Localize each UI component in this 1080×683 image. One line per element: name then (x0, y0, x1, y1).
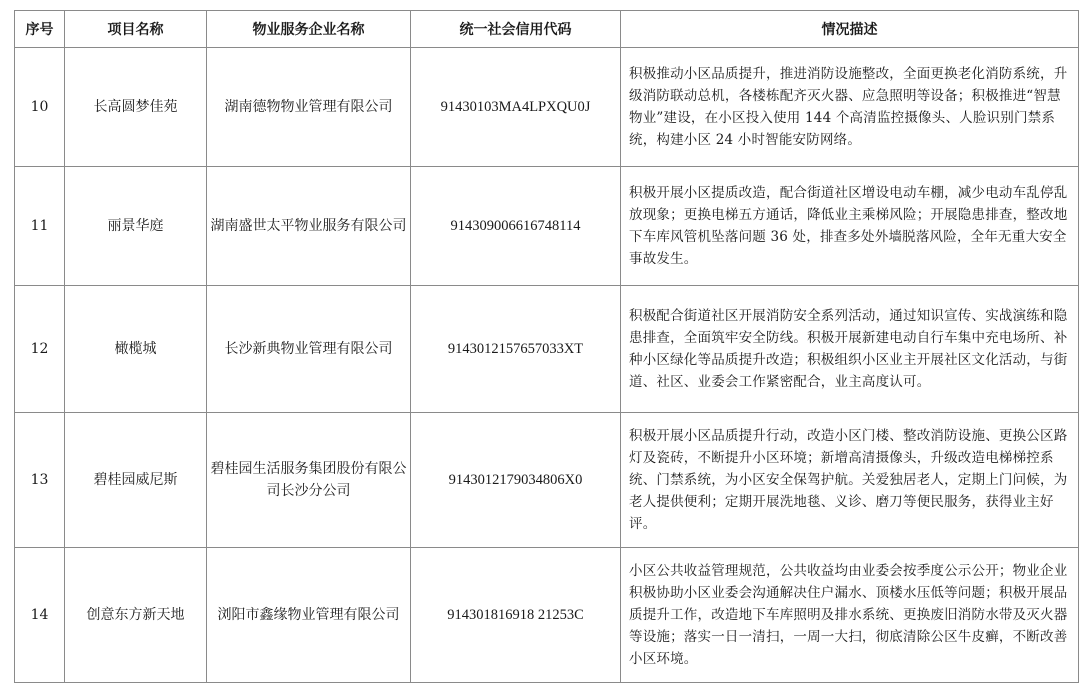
header-project: 项目名称 (65, 11, 207, 48)
header-credit-code: 统一社会信用代码 (411, 11, 621, 48)
table-row (15, 413, 1079, 548)
row-company: 湖南德物物业管理有限公司 (207, 48, 411, 167)
row-index: 14 (15, 548, 65, 683)
row-credit-code: 914301816918 21253C (411, 548, 621, 683)
row-description: 积极推动小区品质提升，推进消防设施整改，全面更换老化消防系统，升级消防联动总机，各楼栋配齐灭火器、应急照明等设备；积极推进“智慧物业”建设，在小区投入使用 144 个高清监控摄像头、人脸识别门禁系统，构建小区 24 小时智能安防网络。 (621, 48, 1079, 167)
row-company: 长沙新典物业管理有限公司 (207, 286, 411, 413)
table-header-row (15, 11, 1079, 48)
header-index: 序号 (15, 11, 65, 48)
row-description: 小区公共收益管理规范，公共收益均由业委会按季度公示公开；物业企业积极协助小区业委会沟通解决住户漏水、顶楼水压低等问题；积极开展品质提升工作，改造地下车库照明及排水系统、更换废旧消防水带及灭火器等设施；落实一日一清扫，一周一大扫，彻底清除公区牛皮癣，不断改善小区环境。 (621, 548, 1079, 683)
row-credit-code: 91430103MA4LPXQU0J (411, 48, 621, 167)
row-project: 丽景华庭 (65, 167, 207, 286)
table-row (15, 48, 1079, 167)
row-project: 橄榄城 (65, 286, 207, 413)
row-index: 11 (15, 167, 65, 286)
table-row (15, 167, 1079, 286)
row-index: 13 (15, 413, 65, 548)
row-index: 10 (15, 48, 65, 167)
property-service-table (14, 10, 1079, 683)
header-description: 情况描述 (621, 11, 1079, 48)
row-index: 12 (15, 286, 65, 413)
row-credit-code: 9143012179034806X0 (411, 413, 621, 548)
header-company: 物业服务企业名称 (207, 11, 411, 48)
row-company: 浏阳市鑫缘物业管理有限公司 (207, 548, 411, 683)
table-row (15, 548, 1079, 683)
row-project: 长高圆梦佳苑 (65, 48, 207, 167)
row-project: 碧桂园威尼斯 (65, 413, 207, 548)
table-row (15, 286, 1079, 413)
row-description: 积极配合街道社区开展消防安全系列活动，通过知识宣传、实战演练和隐患排查，全面筑牢安全防线。积极开展新建电动自行车集中充电场所、补种小区绿化等品质提升改造；积极组织小区业主开展社区文化活动，与街道、社区、业委会工作紧密配合，业主高度认可。 (621, 286, 1079, 413)
row-company: 碧桂园生活服务集团股份有限公司长沙分公司 (207, 413, 411, 548)
row-project: 创意东方新天地 (65, 548, 207, 683)
row-credit-code: 9143012157657033XT (411, 286, 621, 413)
row-description: 积极开展小区品质提升行动，改造小区门楼、整改消防设施、更换公区路灯及瓷砖，不断提升小区环境；新增高清摄像头，升级改造电梯梯控系统、门禁系统，为小区安全保驾护航。关爱独居老人，定期上门问候，为老人提供便利；定期开展洗地毯、义诊、磨刀等便民服务，获得业主好评。 (621, 413, 1079, 548)
row-credit-code: 914309006616748114 (411, 167, 621, 286)
row-company: 湖南盛世太平物业服务有限公司 (207, 167, 411, 286)
row-description: 积极开展小区提质改造，配合街道社区增设电动车棚，减少电动车乱停乱放现象；更换电梯五方通话，降低业主乘梯风险；开展隐患排查，整改地下车库风管机坠落问题 36 处，排查多处外墙脱落风险，全年无重大安全事故发生。 (621, 167, 1079, 286)
